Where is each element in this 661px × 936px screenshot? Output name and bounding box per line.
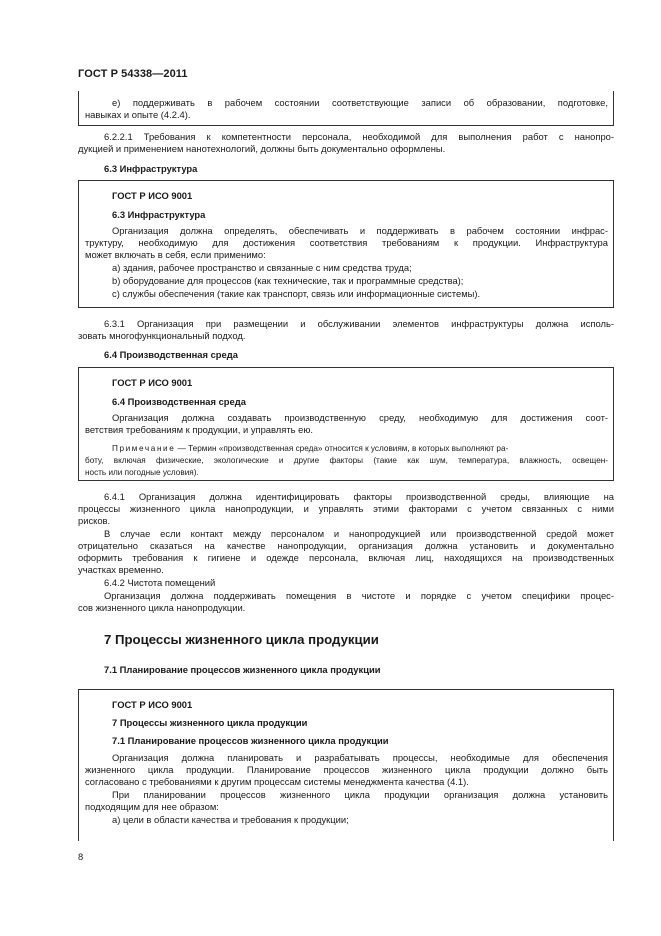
box-text-line: При планировании процессов жизненного цикла продукции организация должна установить: [112, 789, 608, 800]
section-heading-6-3: 6.3 Инфраструктура: [104, 163, 198, 174]
paragraph-6-2-2-1-line: дукцией и применением нанотехнологий, должны быть документально оформлены.: [78, 143, 446, 154]
box-text-line: Организация должна определять, обеспечивать и поддерживать в рабочем состоянии инфрас-: [112, 225, 608, 236]
box-text-line: труктуру, необходимую для достижения соответствия требованиям к продукции. Инфраструктура: [85, 237, 608, 248]
quoted-standard-box-continued: [78, 91, 614, 126]
paragraph-6-4-2-line: сов жизненного цикла нанопродукции.: [78, 602, 246, 613]
box-text-line: e) поддерживать в рабочем состоянии соответствующие записи об образовании, подготовке,: [112, 97, 608, 108]
box-heading: 7.1 Планирование процессов жизненного цикла продукции: [112, 735, 389, 746]
box-text-line: подходящим для нее образом:: [85, 801, 219, 812]
box-text-line: жизненного цикла продукции. Планирование процессов жизненного цикла продукции должно быть: [85, 764, 608, 775]
standard-reference: ГОСТ Р ИСО 9001: [112, 190, 193, 201]
document-header: ГОСТ Р 54338—2011: [78, 68, 188, 80]
paragraph-6-4-1-line: В случае если контакт между персоналом и нанопродукцией или производственной средой может: [104, 528, 614, 539]
paragraph-6-4-2-line: Организация должна поддерживать помещения в чистоте и порядке с учетом специфики процес-: [104, 590, 614, 601]
list-item: a) здания, рабочее пространство и связанные с ним средства труда;: [112, 262, 412, 273]
box-text-line: Организация должна создавать производственную среду, необходимую для достижения соот-: [112, 412, 608, 423]
paragraph-6-4-2-line: 6.4.2 Чистота помещений: [104, 577, 216, 588]
box-heading: 7 Процессы жизненного цикла продукции: [112, 717, 308, 728]
standard-reference: ГОСТ Р ИСО 9001: [112, 699, 193, 710]
box-heading: 6.4 Производственная среда: [112, 396, 246, 407]
page-number: 8: [78, 851, 84, 862]
note-label: Примечание: [112, 444, 176, 453]
paragraph-6-3-1-line: зовать многофункциональный подход.: [78, 330, 246, 341]
paragraph-6-4-1-line: отрицательно сказаться на качестве нанопродукции, организация должна установить и документально: [78, 540, 614, 551]
note-text: — Термин «производственная среда» относится к условиям, в которых выполняют ра-: [175, 444, 509, 453]
list-item: b) оборудование для процессов (как технические, так и программные средства);: [112, 275, 464, 286]
quoted-standard-box-6-3: [78, 180, 614, 308]
list-item: a) цели в области качества и требования к продукции;: [112, 814, 349, 825]
note-line: ность или погодные условия).: [85, 468, 199, 477]
paragraph-6-2-2-1-line: 6.2.2.1 Требования к компетентности персонала, необходимой для выполнения работ с нанопро-: [104, 131, 614, 142]
quoted-standard-box-7-1: [78, 689, 614, 841]
paragraph-6-4-1-line: процессы жизненного цикла нанопродукции, и управлять этими факторами с учетом связанных с ними: [78, 503, 614, 514]
box-text-line: согласовано с требованиями к другим процессам системы менеджмента качества (4.1).: [85, 776, 469, 787]
paragraph-6-4-1-line: рисков.: [78, 515, 111, 526]
standard-reference: ГОСТ Р ИСО 9001: [112, 377, 193, 388]
paragraph-6-4-1-line: участках временно.: [78, 564, 164, 575]
box-text-line: Организация должна планировать и разрабатывать процессы, необходимые для обеспечения: [112, 752, 608, 763]
paragraph-6-3-1-line: 6.3.1 Организация при размещении и обслуживании элементов инфраструктуры должна исполь-: [104, 318, 614, 329]
note-line: боту, включая физические, экологические и другие факторы (такие как шум, температура, влажность, освещен-: [85, 456, 608, 465]
box-text-line: может включать в себя, если применимо:: [85, 249, 266, 260]
box-text-line: ветствия требованиям к продукции, и управлять ею.: [85, 424, 313, 435]
section-heading-6-4: 6.4 Производственная среда: [104, 349, 238, 360]
note-line: [112, 443, 508, 454]
paragraph-6-4-1-line: 6.4.1 Организация должна идентифицировать факторы производственной среды, влияющие на: [104, 491, 614, 502]
box-text-line: навыках и опыте (4.2.4).: [85, 109, 191, 120]
section-heading-7-1: 7.1 Планирование процессов жизненного цикла продукции: [104, 664, 381, 675]
box-heading: 6.3 Инфраструктура: [112, 209, 206, 220]
section-heading-7: 7 Процессы жизненного цикла продукции: [104, 632, 379, 647]
paragraph-6-4-1-line: оформить требования к гигиене и одежде персонала, включая лиц, находящихся на производственных: [78, 552, 614, 563]
quoted-standard-box-6-4: [78, 367, 614, 481]
list-item: c) службы обеспечения (такие как транспорт, связь или информационные системы).: [112, 288, 481, 299]
